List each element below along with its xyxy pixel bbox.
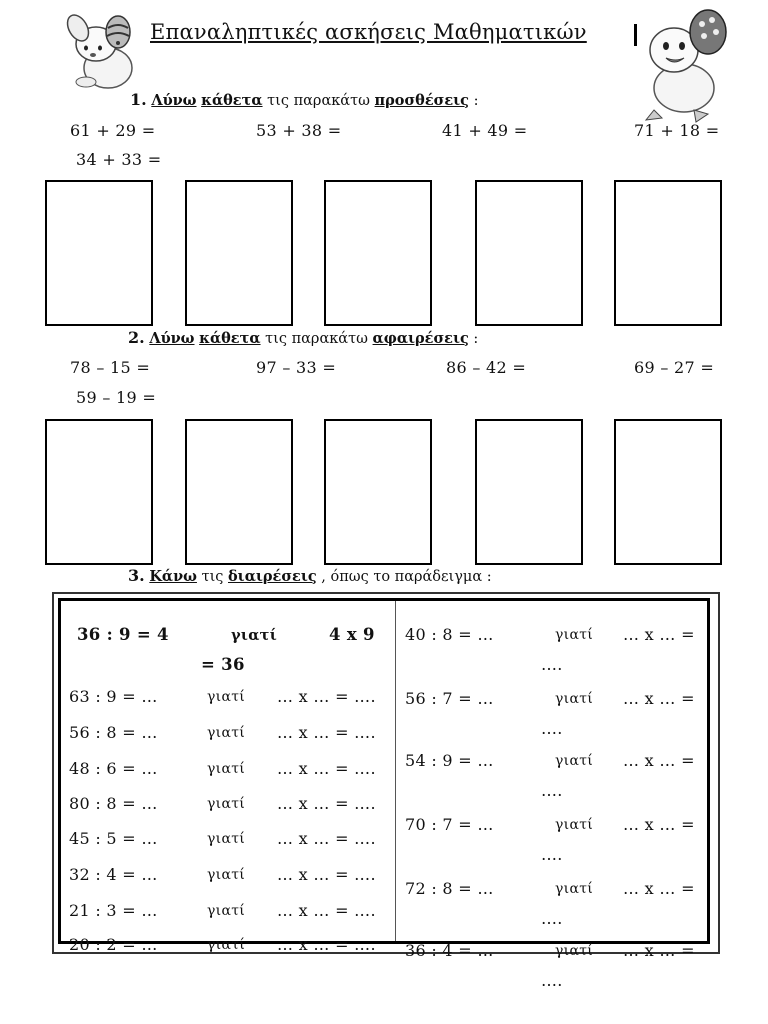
left-because: γιατί [207, 903, 246, 919]
subtraction-equation: 59 – 19 = [76, 388, 157, 407]
left-multiplication: … x … = …. [277, 723, 376, 742]
right-multiplication: … x … = [623, 751, 695, 770]
right-answer-dots: …. [541, 719, 563, 738]
section-2-colon: : [473, 331, 479, 347]
left-division: 80 : 8 = … [69, 794, 158, 813]
right-division: 72 : 8 = … [405, 879, 494, 898]
answer-box[interactable] [614, 419, 722, 565]
addition-equation: 61 + 29 = [70, 121, 156, 140]
right-division: 56 : 7 = … [405, 689, 494, 708]
right-answer-dots: …. [541, 781, 563, 800]
right-because: γιατί [555, 691, 594, 707]
section-2-text: τις παρακάτω [265, 331, 368, 347]
example-because: γιατί [231, 627, 278, 644]
left-multiplication: … x … = …. [277, 901, 376, 920]
right-multiplication: … x … = [623, 625, 695, 644]
section-3-text: τις [201, 569, 224, 585]
left-division: 56 : 8 = … [69, 723, 158, 742]
section-3-kind: διαιρέσεις [228, 568, 317, 585]
example-multiplication: 4 x 9 [329, 625, 375, 644]
left-because: γιατί [207, 689, 246, 705]
addition-equation: 34 + 33 = [76, 150, 162, 169]
answer-box[interactable] [324, 419, 432, 565]
section-3-verb: Κάνω [149, 568, 197, 585]
right-because: γιατί [555, 627, 594, 643]
answer-box[interactable] [475, 180, 583, 326]
right-division: 54 : 9 = … [405, 751, 494, 770]
left-because: γιατί [207, 796, 246, 812]
right-division: 40 : 8 = … [405, 625, 494, 644]
subtraction-equation: 86 – 42 = [446, 358, 527, 377]
answer-box[interactable] [475, 419, 583, 565]
subtraction-equation: 69 – 27 = [634, 358, 715, 377]
right-answer-dots: …. [541, 909, 563, 928]
left-division: 63 : 9 = … [69, 687, 158, 706]
left-because: γιατί [207, 831, 246, 847]
right-because: γιατί [555, 881, 594, 897]
section-1-verb: Λύνω [151, 92, 197, 109]
section-2-number: 2. [128, 328, 145, 347]
section-2-verb: Λύνω [149, 330, 195, 347]
left-multiplication: … x … = …. [277, 794, 376, 813]
addition-equation: 71 + 18 = [634, 121, 720, 140]
section-2-mode: κάθετα [199, 330, 261, 347]
section-3-heading [128, 566, 492, 585]
left-because: γιατί [207, 761, 246, 777]
section-2-kind: αφαιρέσεις [372, 330, 469, 347]
section-1-colon: : [473, 93, 479, 109]
section-1-text: τις παρακάτω [267, 93, 370, 109]
left-multiplication: … x … = …. [277, 687, 376, 706]
right-multiplication: … x … = [623, 689, 695, 708]
right-answer-dots: …. [541, 655, 563, 674]
right-division: 70 : 7 = … [405, 815, 494, 834]
left-division: 32 : 4 = … [69, 865, 158, 884]
section-2-heading [128, 328, 478, 347]
left-division: 48 : 6 = … [69, 759, 158, 778]
division-table [58, 598, 710, 990]
chick-with-easter-egg-icon [636, 6, 730, 124]
addition-equation: 53 + 38 = [256, 121, 342, 140]
left-because: γιατί [207, 725, 246, 741]
example-result: = 36 [201, 655, 245, 674]
section-3-instruction: , όπως το παράδειγμα : [321, 569, 492, 585]
answer-box[interactable] [45, 180, 153, 326]
answer-box[interactable] [614, 180, 722, 326]
example-division: 36 : 9 = 4 [77, 625, 169, 644]
table-column-divider [395, 601, 396, 941]
section-1-mode: κάθετα [201, 92, 263, 109]
left-multiplication: … x … = …. [277, 759, 376, 778]
left-multiplication: … x … = …. [277, 829, 376, 848]
left-division: 45 : 5 = … [69, 829, 158, 848]
right-answer-dots: …. [541, 845, 563, 864]
left-division: 20 : 2 = … [69, 935, 158, 954]
section-1-number: 1. [130, 90, 147, 109]
right-division: 36 : 4 = … [405, 941, 494, 960]
left-division: 21 : 3 = … [69, 901, 158, 920]
right-multiplication: … x … = [623, 941, 695, 960]
subtraction-equation: 78 – 15 = [70, 358, 151, 377]
answer-box[interactable] [185, 180, 293, 326]
left-because: γιατί [207, 867, 246, 883]
section-1-kind: προσθέσεις [374, 92, 470, 109]
left-multiplication: … x … = …. [277, 865, 376, 884]
left-because: γιατί [207, 937, 246, 953]
right-because: γιατί [555, 817, 594, 833]
bunny-with-easter-egg-icon [56, 8, 142, 92]
answer-box[interactable] [45, 419, 153, 565]
right-answer-dots: …. [541, 971, 563, 990]
right-because: γιατί [555, 943, 594, 959]
page-title: Επαναληπτικές ασκήσεις Μαθηματικών [150, 20, 587, 44]
right-multiplication: … x … = [623, 815, 695, 834]
right-because: γιατί [555, 753, 594, 769]
answer-box[interactable] [185, 419, 293, 565]
addition-equation: 41 + 49 = [442, 121, 528, 140]
section-3-number: 3. [128, 566, 145, 585]
subtraction-equation: 97 – 33 = [256, 358, 337, 377]
right-multiplication: … x … = [623, 879, 695, 898]
left-multiplication: … x … = …. [277, 935, 376, 954]
answer-box[interactable] [324, 180, 432, 326]
section-1-heading [130, 90, 479, 109]
